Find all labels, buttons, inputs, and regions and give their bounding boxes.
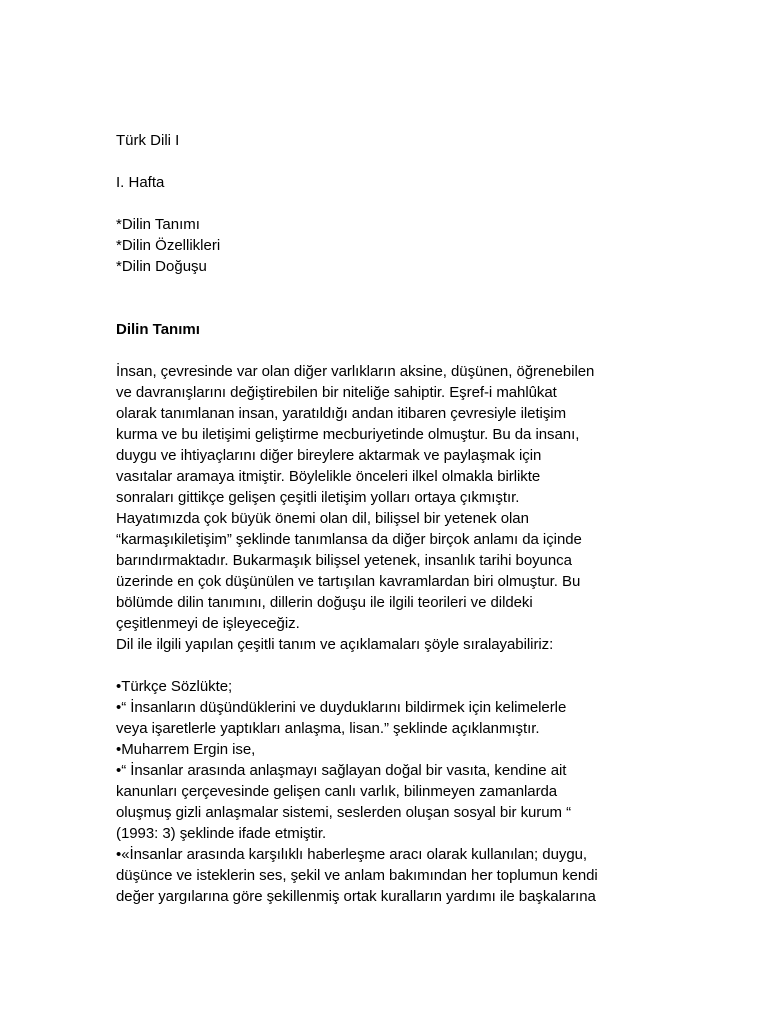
definition-line: •“ İnsanların düşündüklerini ve duyduklarını bildirmek için kelimelerle [116,699,567,716]
topic-item: *Dilin Tanımı [116,216,200,233]
spacer [116,655,676,676]
paragraph-line: duygu ve ihtiyaçlarını diğer bireylere aktarmak ve paylaşmak için [116,447,542,464]
paragraph-line: İnsan, çevresinde var olan diğer varlıkların aksine, düşünen, öğrenebilen [116,363,595,380]
spacer [116,151,676,172]
definition-line: düşünce ve isteklerin ses, şekil ve anlam bakımından her toplumun kendi [116,867,598,884]
paragraph-line: sonraları gittikçe gelişen çeşitli iletişim yolları ortaya çıkmıştır. [116,489,520,506]
topic-list [116,214,676,277]
paragraph-line: üzerinde en çok düşünülen ve tartışılan kavramlardan biri olmuştur. Bu [116,573,581,590]
definition-line: •Muharrem Ergin ise, [116,741,256,758]
section-heading: Dilin Tanımı [116,321,200,338]
definition-line: •“ İnsanlar arasında anlaşmayı sağlayan doğal bir vasıta, kendine ait [116,762,567,779]
paragraph-line: vasıtalar aramaya itmiştir. Böylelikle önceleri ilkel olmakla birlikte [116,468,541,485]
spacer [116,340,676,361]
paragraph-line: Dil ile ilgili yapılan çeşitli tanım ve açıklamaları şöyle sıralayabiliriz: [116,636,554,653]
definition-line: kanunları çerçevesinde gelişen canlı varlık, bilinmeyen zamanlarda [116,783,558,800]
document-title: Türk Dili I [116,132,180,149]
paragraph-line: ve davranışlarını değiştirebilen bir niteliğe sahiptir. Eşref-i mahlûkat [116,384,557,401]
definition-line: oluşmuş gizli anlaşmalar sistemi, seslerden oluşan sosyal bir kurum “ [116,804,572,821]
document-content [116,130,676,907]
definition-line: değer yargılarına göre şekillenmiş ortak kuralların yardımı ile başkalarına [116,888,596,905]
spacer [116,193,676,214]
definition-line: (1993: 3) şeklinde ifade etmiştir. [116,825,327,842]
paragraph-line: kurma ve bu iletişimi geliştirme mecburiyetinde olmuştur. Bu da insanı, [116,426,580,443]
topic-item: *Dilin Doğuşu [116,258,207,275]
definition-line: •Türkçe Sözlükte; [116,678,233,695]
paragraph-line: Hayatımızda çok büyük önemi olan dil, bilişsel bir yetenek olan [116,510,529,527]
definition-line: •«İnsanlar arasında karşılıklı haberleşme aracı olarak kullanılan; duygu, [116,846,588,863]
spacer [116,277,676,319]
paragraph-line: “karmaşıkiletişim” şeklinde tanımlansa da diğer birçok anlamı da içinde [116,531,582,548]
topic-item: *Dilin Özellikleri [116,237,221,254]
paragraph-line: çeşitlenmeyi de işleyeceğiz. [116,615,300,632]
definition-line: veya işaretlerle yaptıkları anlaşma, lisan.” şeklinde açıklanmıştır. [116,720,540,737]
week-label: I. Hafta [116,174,165,191]
definitions-list [116,676,676,907]
paragraph-line: olarak tanımlanan insan, yaratıldığı andan itibaren çevresiyle iletişim [116,405,567,422]
body-paragraph [116,361,676,655]
paragraph-line: bölümde dilin tanımını, dillerin doğuşu ile ilgili teorileri ve dildeki [116,594,533,611]
paragraph-line: barındırmaktadır. Bukarmaşık bilişsel yetenek, insanlık tarihi boyunca [116,552,572,569]
